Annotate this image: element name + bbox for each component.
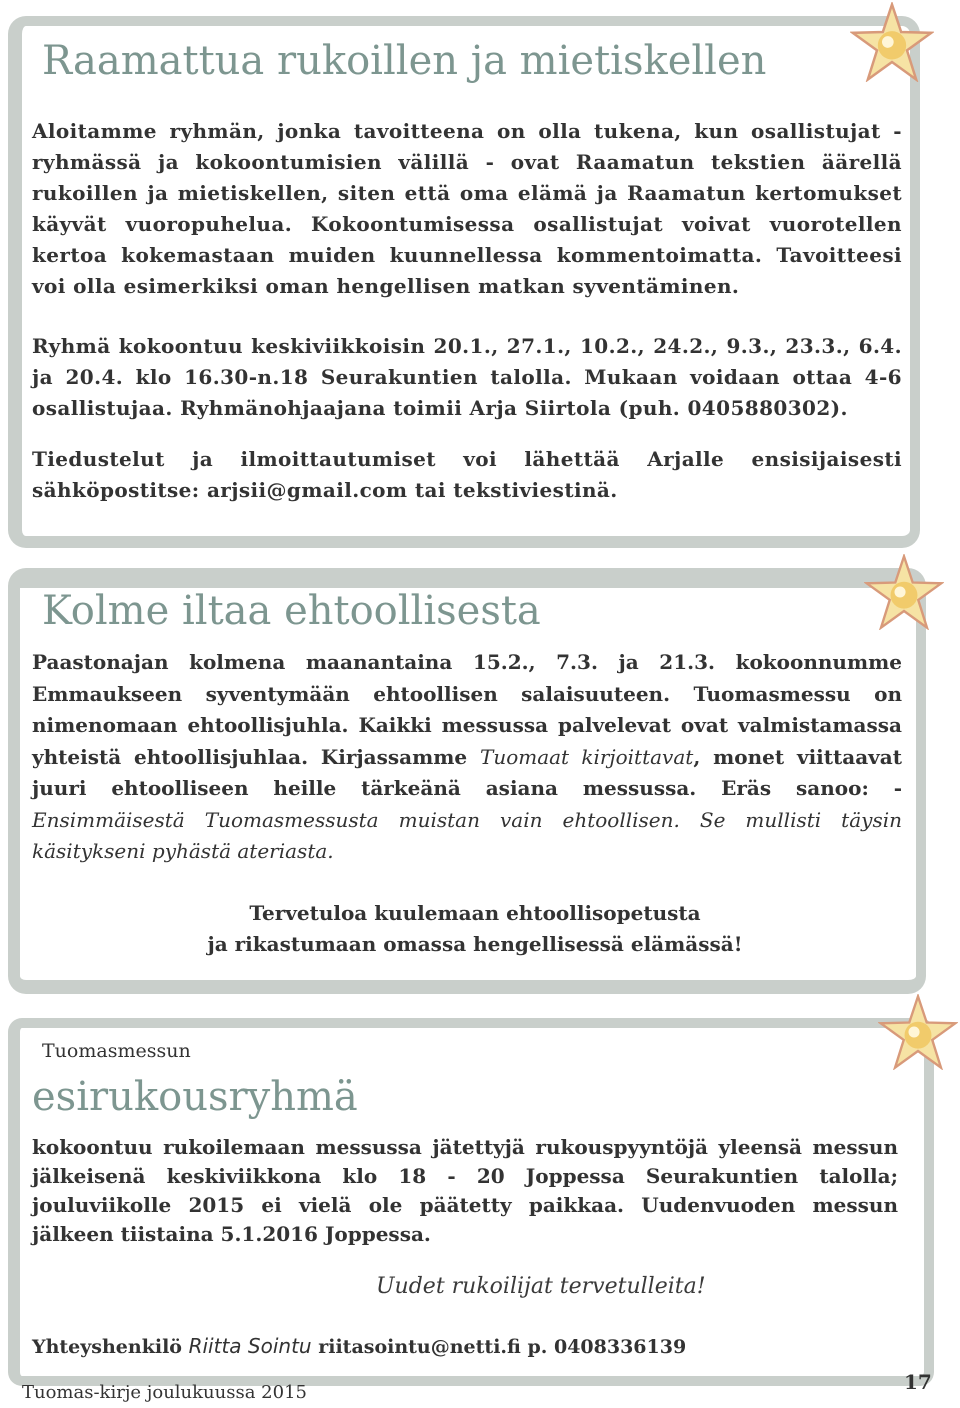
section1-paragraph-schedule: Ryhmä kokoontuu keskiviikkoisin 20.1., 27.1., 10.2., 24.2., 9.3., 23.3., 6.4. ja 20.4. klo 16.30-n.18 Seurakuntien talolla. Mukaan voidaan ottaa 4-6 osallistujaa. Ryhmänohjaajana toimii Arja Siirtola (puh. 0405880302). [32, 334, 902, 420]
section2-text-a: Paastonajan kolmena maanantaina 15.2., 7.3. ja 21.3. kokoonnumme Emmaukseen syventymään ehtoollisen salaisuuteen. Tuomasmessu on nimenomaan ehtoollisjuhla. Kaikki messussa palvelevat ovat valmistamassa yhteistä ehtoollisjuhlaa. Kirjassamme [32, 650, 902, 769]
section1-paragraph-contact: Tiedustelut ja ilmoittautumiset voi lähettää Arjalle ensisijaisesti sähköpostitse: arjsii@gmail.com tai tekstiviestinä. [32, 447, 902, 502]
closing-line-2: ja rikastumaan omassa hengellisessä elämässä! [207, 932, 743, 956]
contact-details: riitasointu@netti.fi p. 0408336139 [318, 1336, 687, 1358]
section-title-2: Kolme iltaa ehtoollisesta [42, 588, 541, 634]
page-number: 17 [904, 1370, 932, 1394]
section3-paragraph: kokoontuu rukoilemaan messussa jätettyjä rukouspyyntöjä yleensä messun jälkeisenä keskiviikkona klo 18 - 20 Joppessa Seurakuntien talolla; jouluviikolle 2015 ei vielä ole päätetty paikkaa. Uudenvuoden messun jälkeen tiistaina 5.1.2016 Joppessa. [32, 1135, 898, 1246]
section-title-3: esirukousryhmä [32, 1074, 358, 1120]
closing-line-1: Tervetuloa kuulemaan ehtoollisopetusta [249, 901, 701, 925]
section2-text-b: , monet viittaavat juuri ehtoolliseen heille tärkeänä asiana messussa. Eräs sanoo: - [32, 744, 902, 800]
star-icon [864, 554, 944, 630]
section-pretitle-3: Tuomasmessun [42, 1040, 191, 1062]
section1-paragraph-intro: Aloitamme ryhmän, jonka tavoitteena on olla tukena, kun osallistujat - ryhmässä ja kokoontumisien välillä - ovat Raamatun tekstien äärellä rukoillen ja mietiskellen, siten että oma elämä ja Raamatun kertomukset käyvät vuoropuhelua. Kokoontumisessa osallistujat voivat vuorotellen kertoa kokemastaan muiden kuunnellessa kommentoimatta. Tavoitteesi voi olla esimerkiksi oman hengellisen matkan syventäminen. [32, 119, 902, 298]
star-icon [878, 994, 958, 1070]
star-icon [850, 2, 934, 82]
section2-paragraph [32, 647, 902, 868]
footer-publication: Tuomas-kirje joulukuussa 2015 [22, 1382, 307, 1403]
section2-closing [60, 898, 890, 960]
book-title: Tuomaat kirjoittavat [479, 744, 694, 769]
welcome-line: Uudet rukoilijat tervetulleita! [376, 1274, 706, 1299]
contact-line [32, 1334, 686, 1358]
quote-text: Ensimmäisestä Tuomasmessusta muistan vain ehtoollisen. Se mullisti täysin käsitykseni pyhästä ateriasta. [32, 807, 902, 863]
contact-name: Riitta Sointu [188, 1334, 312, 1358]
section-title-1: Raamattua rukoillen ja mietiskellen [42, 38, 767, 84]
contact-label: Yhteyshenkilö [32, 1336, 182, 1358]
